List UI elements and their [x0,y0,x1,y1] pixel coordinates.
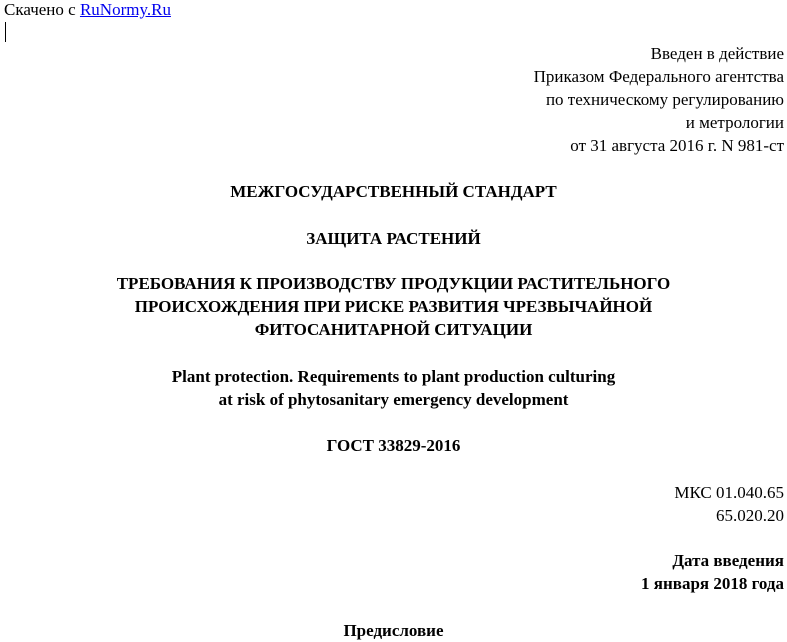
approval-line: Приказом Федерального агентства [533,67,784,86]
english-title [0,365,787,411]
approval-line: от 31 августа 2016 г. N 981-ст [570,136,784,155]
interstate-standard-text: МЕЖГОСУДАРСТВЕННЫЙ СТАНДАРТ [230,182,557,201]
download-prefix: Скачено с [4,0,80,19]
requirements-title-line: ФИТОСАНИТАРНОЙ СИТУАЦИИ [254,320,533,339]
english-title-line: at risk of phytosanitary emergency development [218,390,569,409]
text-cursor [5,22,6,42]
requirements-title [0,272,787,341]
preface-heading: Предисловие [343,621,444,640]
effective-date-block [384,549,784,595]
mks-line: МКС 01.040.65 [674,483,784,502]
english-title-line: Plant protection. Requirements to plant production culturing [171,367,616,386]
mks-line: 65.020.20 [716,506,784,525]
interstate-standard-heading [0,180,787,203]
approval-line: по техническому регулированию [545,90,784,109]
effective-date-line: Дата введения [672,551,784,570]
runormy-link[interactable]: RuNormy.Ru [79,0,171,19]
gost-number-text: ГОСТ 33829-2016 [326,436,461,455]
gost-number [0,434,787,457]
download-source-line [4,0,171,21]
plant-protection-text: ЗАЩИТА РАСТЕНИЙ [306,229,481,248]
approval-block [284,42,784,157]
approval-line: Введен в действие [650,44,784,63]
approval-line: и метрологии [685,113,784,132]
plant-protection-heading [0,227,787,250]
mks-classification [384,481,784,527]
effective-date-line: 1 января 2018 года [641,574,784,593]
requirements-title-line: ТРЕБОВАНИЯ К ПРОИЗВОДСТВУ ПРОДУКЦИИ РАСТИТЕЛЬНОГО [116,274,671,293]
requirements-title-line: ПРОИСХОЖДЕНИЯ ПРИ РИСКЕ РАЗВИТИЯ ЧРЕЗВЫЧАЙНОЙ [134,297,653,316]
